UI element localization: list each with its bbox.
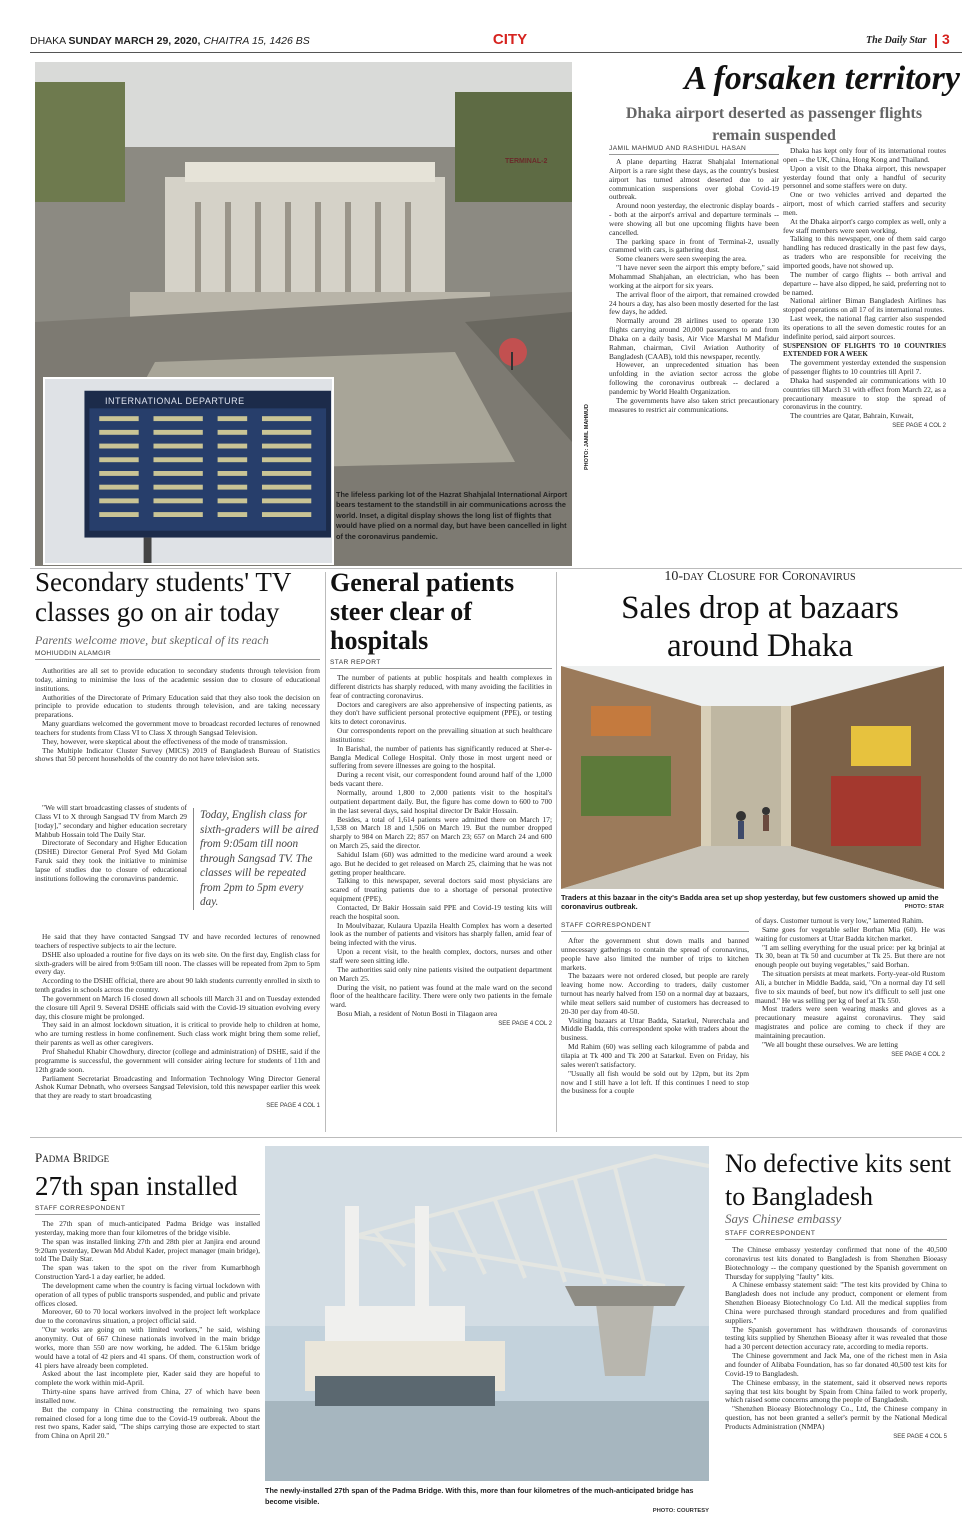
kits-body: The Chinese embassy yesterday confirmed that none of the 40,500 coronavirus test kits donated to Bangladesh is from Shenzhen Bioeasy Biotechnology -- the company questioned by the Spanish government on Thursday for supplying "faulty" kits. A Chinese embassy statement said: "The test kits provided by China to Bangladesh does not include any product, component or element from Shenzhen Bioeasy Biotechnology Co Ltd. All the medical supplies from China were purchased through standard procedures and from qualified suppliers." The Spanish government has withdrawn thousands of coronavirus testing kits supplied by Shenzhen Bioeasy after it was revealed that those had a 30 percent detection accuracy rate, according to media reports. The Chinese government and Jack Ma, one of the richest men in Asia and founder of Alibaba Foundation, has so far donated 40,500 test kits for Covid-19 to Bangladesh. The Chinese embassy, in the statement, said it observed news reports saying that test kits bought by Spain from China failed to work properly, which raised some concerns among the people of Bangladesh. "Shenzhen Bioeasy Biotechnology Co., Ltd, the Chinese company in question, has not been granted a seller's permit by the National Medical Products Administration (NMPA) SEE PAGE 4 COL 5: [725, 1245, 947, 1440]
bazaar-col-2: of days. Customer turnout is very low," lamented Rahim. Same goes for vegetable seller Borhan Mia (60). He was waiting for customers at Uttar Badda kitchen market. "I am selling everything for the usual price: per kg brinjal at Tk 30, bean at Tk 50 and cucumber at Tk 25. But there are not enough people out buying vegetables," said Borhan. The situation persists at meat markets. Forty-year-old Rustom Ali, a butcher in Middle Badda, said, "On a normal day I'd sell five to six maunds of beef, but now it's difficult to sell just one maund." He was selling per kg of beef at Tk 550. Most traders were seen wearing masks and gloves as a precautionary measure against coronavirus. They said magistrates and police are coming to check if they are maintaining precaution. "We all bought these ourselves. We are letting SEE PAGE 4 COL 2: [755, 916, 945, 1058]
kits-subhead: Says Chinese embassy: [725, 1211, 842, 1226]
airport-col-2: Dhaka has kept only four of its international routes open -- the UK, China, Hong Kong and Thailand. Upon a visit to the Dhaka airport, this newspaper yesterday found that only a handful of security personnel and some staffers were on duty. One or two vehicles arrived and departed the airport, most of which carried staffers and security men. At the Dhaka airport's cargo complex as well, only a few staff members were seen working. Talking to this newspaper, one of them said cargo handling has reduced drastically in the past few days, as traders who are responsible for receiving the imported goods, have not showed up. The number of cargo flights -- both arrival and departure -- have also dipped, he said, preferring not to be named. National airliner Biman Bangladesh Airlines has stopped operations on all 17 of its international routes. Last week, the national flag carrier also suspended its operations to all the seven domestic routes for an indefinite period, said airport sources. SUSPENSION OF FLIGHTS TO 10 COUNTRIES EXTENDED FOR A WEEK The government yesterday extended the suspension of passenger flights to 10 countries till April 7. Dhaka had suspended air communications with 10 countries till March 31 with effect from March 22, as a precautionary measure to stop the spread of coronavirus in the country. The countries are Qatar, Bahrain, Kuwait, SEE PAGE 4 COL 2: [783, 146, 946, 430]
section-label: CITY: [492, 31, 528, 48]
tv-byline: MOHIUDDIN ALAMGIR: [35, 650, 320, 660]
airport-continued: SEE PAGE 4 COL 2: [892, 423, 946, 430]
airport-inline-subhead: SUSPENSION OF FLIGHTS TO 10 COUNTRIES EXTENDED FOR A WEEK: [783, 341, 946, 359]
padma-kicker: Padma Bridge: [35, 1150, 110, 1165]
date-label: SUNDAY MARCH 29, 2020,: [68, 35, 201, 47]
padma-caption: The newly-installed 27th span of the Padma Bridge. With this, more than four kilometres of the much-anticipated bridge has become visible.: [265, 1486, 694, 1506]
tv-pullquote: Today, English class for sixth-graders will be aired from 9:05am till noon through Sangsad TV. The classes will be repeated from 2pm to 5pm every day.: [193, 808, 320, 910]
padma-photo-credit: PHOTO: COURTESY: [652, 1508, 709, 1514]
airport-photo-credit: PHOTO: JAMIL MAHMUD: [584, 404, 590, 470]
airport-subhead: Dhaka airport deserted as passenger flights remain suspended: [625, 105, 923, 144]
tv-body-top: Authorities are all set to provide education to secondary students through television from today, aiming to minimise the loss of the academic session due to closure of educational institutions. Authorities of the Directorate of Primary Education said that they also took the decision on principle to provide education to students through television, and are taking necessary preparations. Many guardians welcomed the government move to broadcast recorded lectures of renowned teachers for students from Class VI to Class X through Sangsad Television. They, however, were skeptical about the effectiveness of the mode of transmission. The Multiple Indicator Cluster Survey (MICS) 2019 of Bangladesh Bureau of Statistics shows that 50 percent households of the country do not have television sets.: [35, 666, 320, 764]
bazaar-photo-credit: PHOTO: STAR: [904, 904, 944, 910]
bazaar-photo: [561, 666, 944, 889]
departure-board-inset: [43, 377, 334, 565]
airport-byline: JAMIL MAHMUD AND RASHIDUL HASAN: [609, 145, 779, 155]
padma-body: The 27th span of much-anticipated Padma Bridge was installed yesterday, making more than four kilometres of the bridge visible. The span was installed linking 27th and 28th pier at Janjira end around 9:20am yesterday, Dewan Md Abdul Kader, project manager (main bridge), told The Daily Star. The span was taken to the spot on the river from Kumarbhogh Construction Yard-1 a day earlier, he added. The development came when the country is facing virtual lockdown with operation of all types of public transports suspended, and public and private offices closed. Moreover, 60 to 70 local workers involved in the project left workplace due to the coronavirus situation, a project official said. "Our works are going on with limited workers," he said, wishing anonymity. Out of 667 Chinese nationals involved in the main bridge works, more than 550 are now working, he added. The 6.15km bridge would have a total of 42 piers and 41 spans. Of them, construction work of 41 piers have already been completed. Asked about the last incomplete pier, Kader said they are hopeful to complete the work within mid-April. Thirty-nine spans have arrived from China, 27 of which have been installed now. But the company in China constructing the remaining two spans remained closed for a long time due to the Covid-19 outbreak. About the rest two spans, Kader said, "The ships carrying those are expected to start from China on April 20.": [35, 1219, 260, 1441]
edition-label: DHAKA: [30, 35, 66, 47]
kits-headline: No defective kits sent to Bangladesh: [725, 1149, 951, 1211]
tv-body-bottom: He said that they have contacted Sangsad TV and have recorded lectures of renowned teachers of respective subjects to air the lecture. DSHE also uploaded a routine for five days on its web site. On the first day, English class for sixth-graders will be aired from 9:05am till noon. The classes will be repeated from 2pm to 5pm every day. According to the DSHE official, there are about 90 lakh students currently enrolled in sixth to tenth grades in schools across the country. The government on March 16 closed down all schools till March 31 and on Tuesday extended the closure till April 9. Several DSHE officials said with the Covid-19 situation evolving every day, this closure might be prolonged. They said in an almost lockdown situation, it is critical to provide help to children at home, who are turning restless in home confinement. Such class work might bring them some relief, their parents as well as other caregivers. Prof Shahedul Khabir Chowdhury, director (college and administration) of DSHE, said if the programme is successful, the government will consider airing lecture for students of 11th and 12th grade soon. Parliament Secretariat Broadcasting and Information Technology Wing Director General Ashok Kumar Debnath, who oversees Sangsad Television, told this newspaper earlier this week that they are ready to start broadcasting SEE PAGE 4 COL 1: [35, 932, 320, 1110]
bangla-date-label: CHAITRA 15, 1426 BS: [203, 35, 310, 47]
bazaar-kicker: 10-day Closure for Coronavirus: [664, 569, 856, 584]
page-header: [30, 30, 962, 56]
hospitals-byline: STAR REPORT: [330, 659, 552, 669]
page-number: 3: [942, 31, 950, 47]
airport-col-1: A plane departing Hazrat Shahjalal International Airport is a rare sight these days, as the country's busiest airport has turned almost deserted due to air communication suspensions over global Covid-19 outbreak. Around noon yesterday, the electronic display boards -- both at the airport's arrival and departure terminals -- were showing all but one upcoming flights have been cancelled. The parking space in front of Terminal-2, usually crammed with cars, is gathering dust. Some cleaners were seen sweeping the area. "I have never seen the airport this empty before," said Mohammad Shahjahan, an electrician, who has been working at the airport for six years. The arrival floor of the airport, that remained crowded 24 hours a day, has also been mostly deserted for the last few days, he added. Normally around 28 airlines used to operate 130 flights carrying around 20,000 passengers to and from Dhaka on a daily basis, Air Vice Marshal M Mafidur Rahman, chairman, Civil Aviation Authority of Bangladesh (CAAB), told this newspaper, recently. However, an unprecedented situation has been unfolding in the aviation sector across the globe following the coronavirus outbreak -- declared a pandemic by World Health Organization. The governments have also taken strict precautionary measures to restrict air communications.: [609, 157, 779, 414]
tv-subhead: Parents welcome move, but skeptical of its reach: [35, 633, 269, 647]
airport-headline: A forsaken territory: [684, 60, 960, 97]
bazaar-continued: SEE PAGE 4 COL 2: [891, 1051, 945, 1058]
masthead-logo: The Daily Star: [866, 35, 927, 46]
kits-byline: STAFF CORRESPONDENT: [725, 1230, 947, 1240]
padma-byline: STAFF CORRESPONDENT: [35, 1205, 260, 1215]
bazaar-caption: Traders at this bazaar in the city's Badda area set up shop yesterday, but few customers showed up amid the coronavirus outbreak.: [561, 893, 939, 912]
terminal-sign: TERMINAL-2: [505, 158, 548, 165]
padma-headline: 27th span installed: [35, 1171, 238, 1201]
hospitals-continued: SEE PAGE 4 COL 2: [498, 1020, 552, 1027]
hospitals-headline: General patients steer clear of hospitals: [330, 568, 515, 655]
tv-headline: Secondary students' TV classes go on air today: [35, 567, 291, 627]
tv-continued: SEE PAGE 4 COL 1: [266, 1103, 320, 1110]
bazaar-headline: Sales drop at bazaars around Dhaka: [621, 590, 899, 664]
departure-board-title: INTERNATIONAL DEPARTURE: [105, 396, 245, 406]
tv-body-mid: "We will start broadcasting classes of students of Class VI to X through Sangsad TV from March 29 [today]," secondary and higher education secretary Mahbub Hossain told The Daily Star. Directorate of Secondary and Higher Education (DSHE) Director General Prof Syed Md Golam Faruk said they took the initiative to minimise lapse of studies due to closure of educational institutions following the coronavirus pandemic.: [35, 803, 187, 883]
bazaar-byline: STAFF CORRESPONDENT: [561, 922, 749, 932]
kits-continued: SEE PAGE 4 COL 5: [893, 1433, 947, 1440]
airport-caption: The lifeless parking lot of the Hazrat Shahjalal International Airport bears testament to the standstill in air communications across the world. Inset, a digital display shows the long list of flights that would have plied on a normal day, but have been cancelled in light of the coronavirus pandemic.: [336, 490, 568, 541]
hospitals-body: The number of patients at public hospitals and health complexes in different districts has sharply reduced, with many avoiding the facilities in fear of contracting coronavirus. Doctors and caregivers are also apprehensive of inspecting patients, as they don't have sufficient personal protective equipment (PPE), or testing kits to detect coronavirus. Our correspondents report on the prevailing situation at such healthcare institutions: In Barishal, the number of patients has significantly reduced at Sher-e-Bangla Medical College Hospital. Only those in most urgent need or suffering from severe illnesses are going to the hospital. During a recent visit, our correspondent found around half of the 1,000 beds vacant there. Normally, around 1,800 to 2,000 patients visit to the hospital's outpatient department daily. But, the figure has come down to 600 to 700 in the last several days, said hospital director Dr Bakir Hossain. Besides, a total of 1,614 patients were admitted there on March 17; 1,538 on March 18 and 1,506 on March 19. But the number dropped sharply to 984 on March 22; 857 on March 23; 657 on March 24 and 600 on March 25, said the director. Sahidul Islam (60) was admitted to the medicine ward around a week ago. But he decided to get released on March 25, claiming that he was not getting proper healthcare. Talking to this newspaper, several doctors said most physicians are scared of treating patients due to a shortage of personal protective equipment (PPE). Contacted, Dr Bakir Hossain said PPE and Covid-19 testing kits will reach the hospital soon. In Moulvibazar, Kulaura Upazila Health Complex has worn a deserted look as the number of patients and visitors has sharply fallen, amid fear of being infected with the virus. Upon a recent visit, to the health complex, doctors, nurses and other staff were seen sitting idle. The authorities said only nine patients visited the outpatient department on March 25. During the visit, no patient was found at the male ward on the second floor of the healthcare facility. There were only two patients in the female ward. Bosu Miah, a resident of Notun Bosti in Tilagaon area SEE PAGE 4 COL 2: [330, 673, 552, 1027]
bazaar-col-1: After the government shut down malls and banned unnecessary gatherings to contain the spread of coronavirus, people have also limited the number of trips to kitchen markets. The bazaars were not ordered closed, but people are rarely leaving home now. According to traders, daily customer turnout has nearly halved from 150 on a normal day at bazaars, while meat sellers said number of customers has decreased to 20-30 per day from 40-50. Visiting bazaars at Uttar Badda, Satarkul, Nurerchala and Middle Badda, this correspondent spoke with traders about the business. Md Rahim (60) was selling each kilogramme of pabda and tilapia at Tk 400 and Tk 200 at Satarkul. Even on Friday, his sales weren't satisfactory. "Usually all fish would be sold out by 12pm, but its 2pm now and I still have a lot left. If this continues I need to stop the business for a couple: [561, 936, 749, 1096]
padma-bridge-photo: [265, 1146, 709, 1481]
